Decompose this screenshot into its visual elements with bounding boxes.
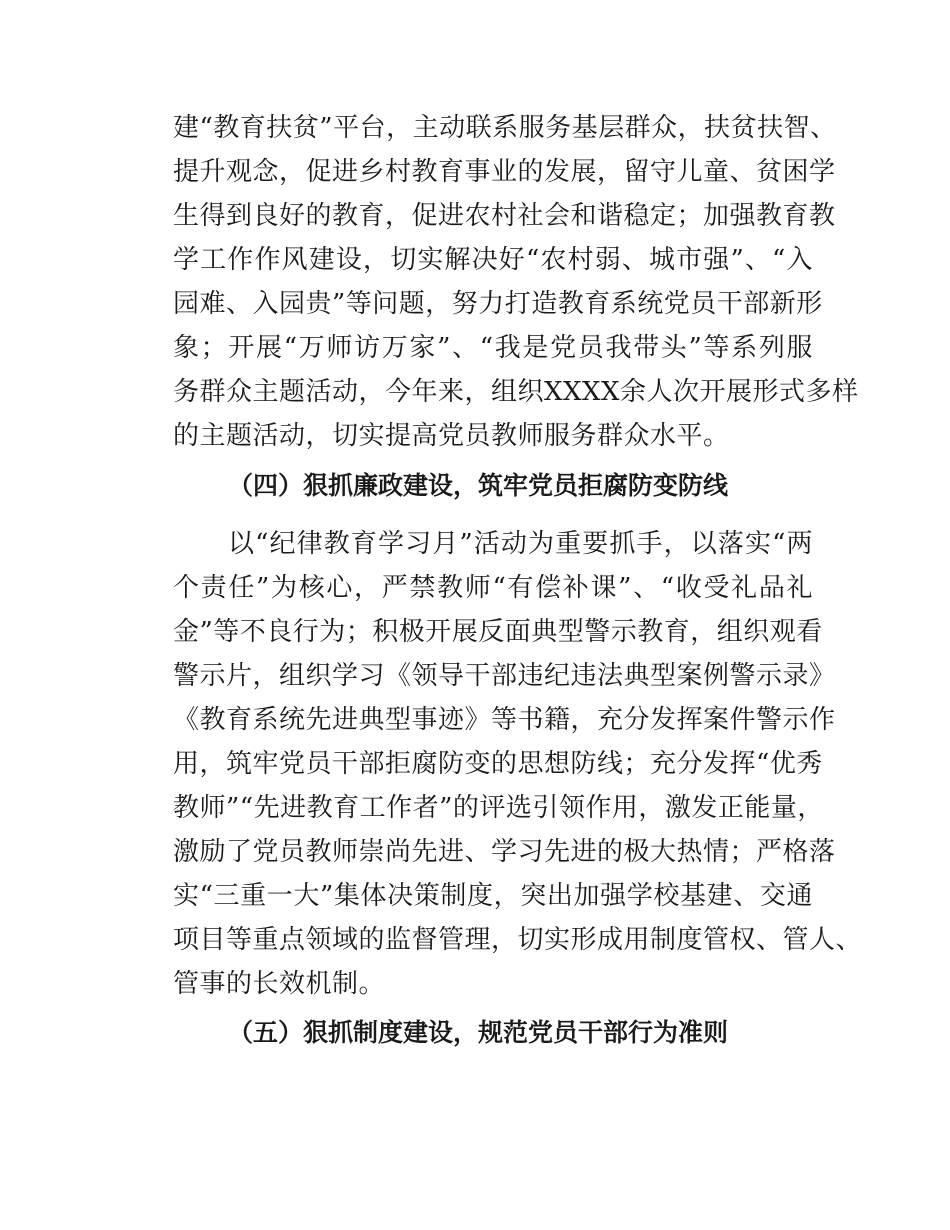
paragraph-1-line-3: 生得到良好的教育，促进农村社会和谐稳定；加强教育教 bbox=[173, 201, 836, 231]
section-heading-4: （四）狠抓廉政建设，筑牢党员拒腐防变防线 bbox=[228, 471, 729, 500]
paragraph-2-line-4: 警示片，组织学习《领导干部违纪违法典型案例警示录》 bbox=[173, 661, 836, 691]
paragraph-2-line-2: 个责任”为核心，严禁教师“有偿补课”、“收受礼品礼 bbox=[173, 573, 813, 603]
paragraph-1-line-1: 建“教育扶贫”平台，主动联系服务基层群众，扶贫扶智、 bbox=[173, 113, 837, 143]
paragraph-2-line-7: 教师”“先进教育工作者”的评选引领作用，激发正能量， bbox=[173, 793, 824, 823]
paragraph-2-line-8: 激励了党员教师崇尚先进、学习先进的极大热情；严格落 bbox=[173, 837, 836, 867]
paragraph-2-line-9: 实“三重一大”集体决策制度，突出加强学校基建、交通 bbox=[173, 881, 813, 911]
paragraph-1-line-7: 务群众主题活动，今年来，组织XXXX余人次开展形式多样 bbox=[173, 377, 859, 407]
paragraph-2-line-3: 金”等不良行为；积极开展反面典型警示教育，组织观看 bbox=[173, 617, 823, 647]
paragraph-2-line-5: 《教育系统先进典型事迹》等书籍，充分发挥案件警示作 bbox=[173, 705, 836, 735]
paragraph-2-line-1: 以“纪律教育学习月”活动为重要抓手，以落实“两 bbox=[228, 529, 813, 559]
paragraph-1-line-8: 的主题活动，切实提高党员教师服务群众水平。 bbox=[173, 421, 730, 451]
paragraph-1-line-4: 学工作作风建设，切实解决好“农村弱、城市强”、“入 bbox=[173, 245, 813, 275]
paragraph-1-line-5: 园难、入园贵”等问题，努力打造教育系统党员干部新形 bbox=[173, 289, 823, 319]
paragraph-1-line-6: 象；开展“万师访万家”、“我是党员我带头”等系列服 bbox=[173, 333, 813, 363]
paragraph-2-line-11: 管事的长效机制。 bbox=[173, 969, 386, 999]
section-heading-5: （五）狠抓制度建设，规范党员干部行为准则 bbox=[228, 1018, 729, 1047]
paragraph-2-line-6: 用，筑牢党员干部拒腐防变的思想防线；充分发挥“优秀 bbox=[173, 749, 823, 779]
paragraph-2-line-10: 项目等重点领域的监督管理，切实形成用制度管权、管人、 bbox=[173, 925, 863, 955]
paragraph-1-line-2: 提升观念，促进乡村教育事业的发展，留守儿童、贫困学 bbox=[173, 157, 836, 187]
